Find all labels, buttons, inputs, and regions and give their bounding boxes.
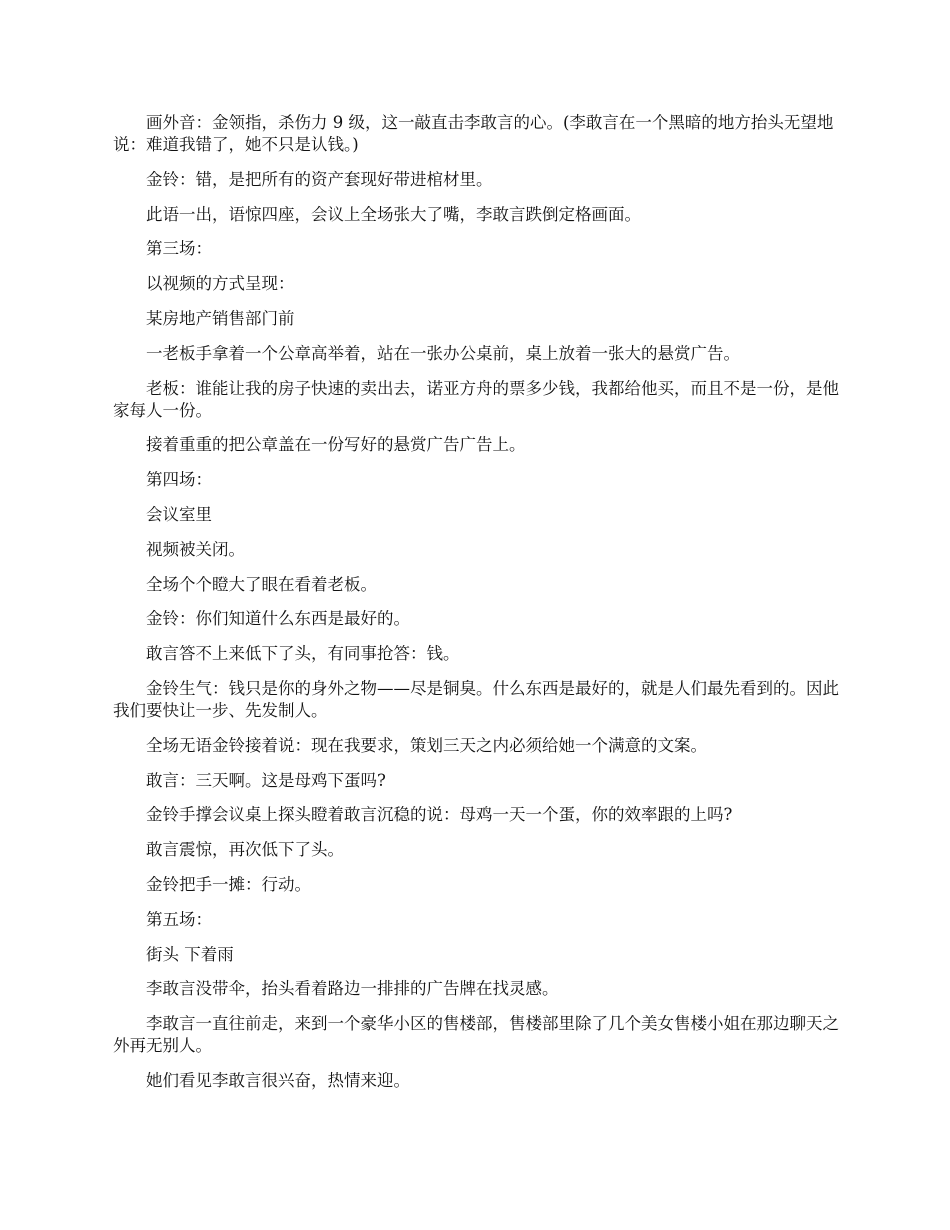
paragraph: 金铃生气：钱只是你的身外之物——尽是铜臭。什么东西是最好的，就是人们最先看到的。因此我们要快让一步、先发制人。: [113, 678, 839, 720]
paragraph: 敢言答不上来低下了头，有同事抢答：钱。: [146, 644, 460, 664]
paragraph: 金铃手撑会议桌上探头瞪着敢言沉稳的说：母鸡一天一个蛋，你的效率跟的上吗?: [146, 805, 733, 825]
paragraph: 全场无语金铃接着说：现在我要求，策划三天之内必须给她一个满意的文案。: [146, 735, 707, 755]
paragraph: 老板：谁能让我的房子快速的卖出去，诺亚方舟的票多少钱，我都给他买，而且不是一份，是他家每人一份。: [113, 378, 839, 420]
paragraph: 敢言：三天啊。这是母鸡下蛋吗?: [146, 770, 386, 790]
paragraph: 以视频的方式呈现：: [146, 274, 295, 294]
document-body: [113, 112, 841, 1105]
paragraph: 画外音：金领指，杀伤力 9 级，这一敲直击李敢言的心。(李敢言在一个黑暗的地方抬头无望地说：难道我错了，她不只是认钱。): [113, 113, 834, 154]
paragraph: 某房地产销售部门前: [146, 308, 295, 328]
paragraph: 她们看见李敢言很兴奋，热情来迎。: [146, 1070, 410, 1090]
paragraph: 会议室里: [146, 504, 212, 524]
paragraph: 全场个个瞪大了眼在看着老板。: [146, 574, 377, 594]
paragraph: 一老板手拿着一个公章高举着，站在一张办公桌前，桌上放着一张大的悬赏广告。: [146, 343, 740, 363]
paragraph: 金铃把手一摊：行动。: [146, 874, 311, 894]
paragraph: 街头 下着雨: [146, 944, 234, 964]
scene-heading: 第四场：: [146, 470, 212, 490]
paragraph: 金铃：错，是把所有的资产套现好带进棺材里。: [146, 169, 493, 189]
scene-heading: 第五场：: [146, 909, 212, 929]
scene-heading: 第三场：: [146, 239, 212, 259]
paragraph: 李敢言一直往前走，来到一个豪华小区的售楼部，售楼部里除了几个美女售楼小姐在那边聊天之外再无别人。: [113, 1014, 839, 1056]
paragraph: 此语一出，语惊四座，会议上全场张大了嘴，李敢言跌倒定格画面。: [146, 204, 641, 224]
paragraph: 金铃：你们知道什么东西是最好的。: [146, 609, 410, 629]
paragraph: 李敢言没带伞，抬头看着路边一排排的广告牌在找灵感。: [146, 979, 559, 999]
paragraph: 视频被关闭。: [146, 539, 245, 559]
paragraph: 敢言震惊，再次低下了头。: [146, 840, 344, 860]
paragraph: 接着重重的把公章盖在一份写好的悬赏广告广告上。: [146, 435, 526, 455]
